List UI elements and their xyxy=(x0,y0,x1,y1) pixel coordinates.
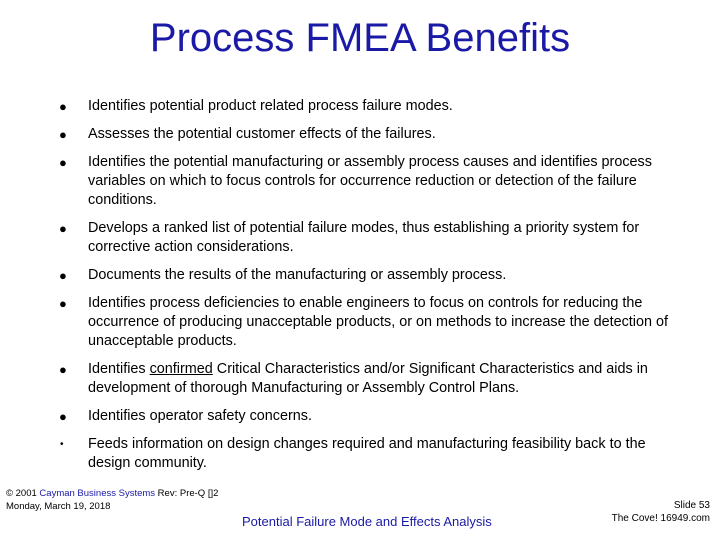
bullet-icon: ● xyxy=(59,362,67,377)
bullet-text: Feeds information on design changes required and manufacturing feasibility back to the design community. xyxy=(88,436,646,471)
bullet-icon: ● xyxy=(59,127,67,142)
bullet-item xyxy=(58,435,668,473)
bullet-text: Identifies the potential manufacturing or assembly process causes and identifies process variables on which to focus controls for occurrence reduction or detection of the failure conditions. xyxy=(88,154,652,208)
underlined-word: confirmed xyxy=(149,361,213,377)
rev-label: Rev: Pre-Q xyxy=(155,488,208,499)
copyright-prefix: © 2001 xyxy=(6,488,40,499)
slide-title: Process FMEA Benefits xyxy=(149,16,571,60)
bullet-text-post: Critical Characteristics and/or Significant Characteristics and aids in development of thorough Manufacturing or Assembly Control Plans. xyxy=(88,361,648,396)
bullet-list xyxy=(58,97,668,482)
bullet-item xyxy=(58,266,668,285)
bullet-text: Documents the results of the manufacturing or assembly process. xyxy=(88,267,507,283)
small-bullet-icon: • xyxy=(60,439,64,450)
bullet-text: Develops a ranked list of potential failure modes, thus establishing a priority system for corrective action considerations. xyxy=(88,220,640,255)
footer-title: Potential Failure Mode and Effects Analysis xyxy=(242,514,492,529)
bullet-item xyxy=(58,360,668,398)
bullet-item xyxy=(58,97,668,116)
site-name: The Cove! 16949.com xyxy=(611,513,710,524)
footer-date: Monday, March 19, 2018 xyxy=(6,501,111,512)
rev-mark: [] xyxy=(207,488,214,499)
bullet-icon: ● xyxy=(59,296,67,311)
bullet-item xyxy=(58,294,668,351)
company-name: Cayman Business Systems xyxy=(39,488,156,499)
slide-number: Slide 53 xyxy=(673,500,710,511)
bullet-text: Assesses the potential customer effects of the failures. xyxy=(88,126,436,142)
rev-suffix: 2 xyxy=(213,488,219,499)
bullet-text-pre: Identifies xyxy=(88,361,150,377)
bullet-icon: ● xyxy=(59,268,67,283)
bullet-icon: ● xyxy=(59,409,67,424)
footer-slide-info xyxy=(612,499,710,525)
bullet-icon: ● xyxy=(59,99,67,114)
bullet-text: Identifies potential product related process failure modes. xyxy=(88,98,453,114)
bullet-item xyxy=(58,125,668,144)
bullet-text xyxy=(88,361,648,396)
footer-copyright xyxy=(6,487,218,513)
bullet-item xyxy=(58,219,668,257)
bullet-icon: ● xyxy=(59,221,67,236)
bullet-icon: ● xyxy=(59,155,67,170)
bullet-text: Identifies process deficiencies to enable engineers to focus on controls for reducing the occurrence of producing unacceptable products, or on methods to increase the detection of unacceptable products. xyxy=(88,295,668,349)
bullet-item xyxy=(58,407,668,426)
bullet-text: Identifies operator safety concerns. xyxy=(88,408,312,424)
bullet-item xyxy=(58,153,668,210)
